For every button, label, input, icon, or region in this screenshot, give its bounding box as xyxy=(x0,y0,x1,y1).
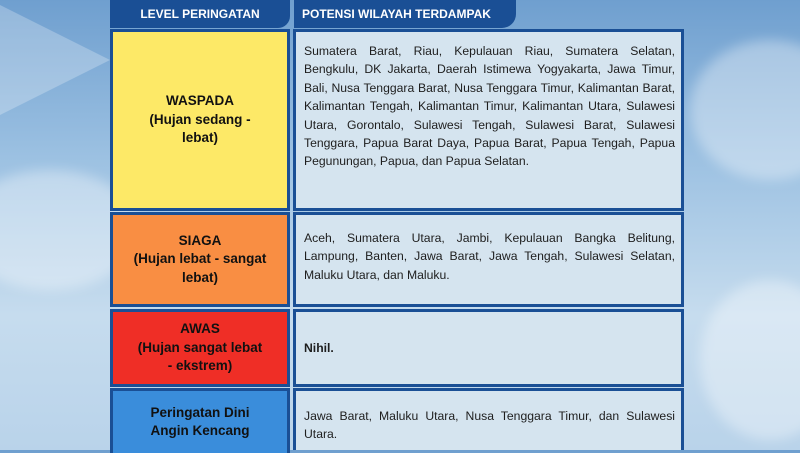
level-desc: (Hujan sedang - xyxy=(149,111,251,127)
level-name: AWAS xyxy=(180,321,220,337)
header-potensi-wilayah: POTENSI WILAYAH TERDAMPAK xyxy=(294,0,516,28)
warning-table xyxy=(108,0,686,450)
level-desc: lebat) xyxy=(181,269,218,285)
level-name: SIAGA xyxy=(178,232,222,248)
level-desc: - ekstrem) xyxy=(167,358,233,374)
decorative-arrow-shape xyxy=(0,5,110,115)
header-level-peringatan: LEVEL PERINGATAN xyxy=(110,0,290,28)
level-cell-siaga xyxy=(110,212,290,307)
area-cell-angin-kencang: Jawa Barat, Maluku Utara, Nusa Tenggara Timur, dan Sulawesi Utara. xyxy=(293,388,684,450)
level-desc: Angin Kencang xyxy=(150,423,250,438)
level-desc: lebat) xyxy=(181,130,218,146)
level-desc: (Hujan lebat - sangat xyxy=(133,251,267,267)
level-name: WASPADA xyxy=(165,93,234,109)
level-desc: (Hujan sangat lebat xyxy=(137,339,263,355)
level-cell-waspada xyxy=(110,29,290,211)
background-cloud xyxy=(700,280,800,440)
level-cell-angin-kencang xyxy=(110,388,290,453)
level-cell-awas xyxy=(110,309,290,387)
background-cloud xyxy=(690,40,800,180)
area-cell-waspada: Sumatera Barat, Riau, Kepulauan Riau, Sumatera Selatan, Bengkulu, DK Jakarta, Daerah Istimewa Yogyakarta, Jawa Timur, Bali, Nusa Tenggara Barat, Nusa Tenggara Timur, Kalimantan Barat, Kalimantan Tengah, Kalimantan Timur, Kalimantan Utara, Sulawesi Utara, Gorontalo, Sulawesi Tengah, Sulawesi Barat, Sulawesi Tenggara, Papua Barat Daya, Papua Barat, Papua Tengah, Papua Pegunungan, Papua, dan Papua Selatan. xyxy=(293,29,684,211)
area-cell-siaga: Aceh, Sumatera Utara, Jambi, Kepulauan Bangka Belitung, Lampung, Banten, Jawa Barat, Jawa Tengah, Sulawesi Selatan, Maluku Utara, dan Maluku. xyxy=(293,212,684,307)
area-cell-awas: Nihil. xyxy=(293,309,684,387)
level-name: Peringatan Dini xyxy=(150,404,250,420)
